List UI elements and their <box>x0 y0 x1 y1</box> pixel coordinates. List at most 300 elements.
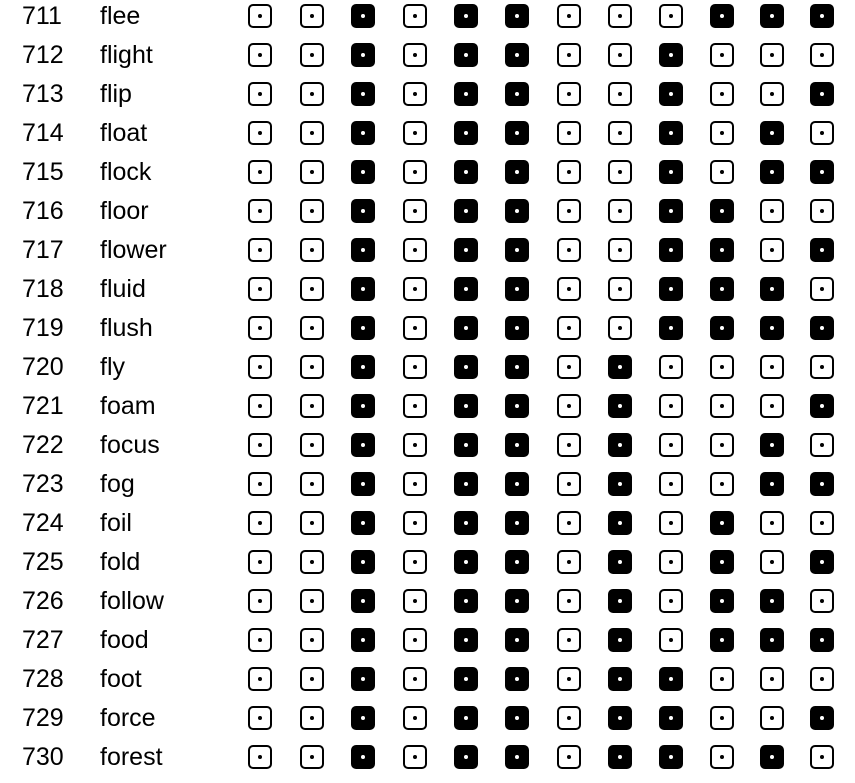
empty-dot-square-icon <box>403 511 427 535</box>
empty-dot-square-icon <box>403 589 427 613</box>
empty-dot-square-icon <box>248 160 272 184</box>
filled-dot-square-icon <box>505 511 529 535</box>
filled-dot-square-icon <box>760 160 784 184</box>
empty-dot-square-icon <box>810 667 834 691</box>
row-number: 725 <box>22 548 64 576</box>
row-word: fly <box>100 353 125 381</box>
row-word: floor <box>100 197 149 225</box>
empty-dot-square-icon <box>659 511 683 535</box>
filled-dot-square-icon <box>659 745 683 769</box>
empty-dot-square-icon <box>300 472 324 496</box>
empty-dot-square-icon <box>608 121 632 145</box>
filled-dot-square-icon <box>810 316 834 340</box>
empty-dot-square-icon <box>403 745 427 769</box>
filled-dot-square-icon <box>454 589 478 613</box>
empty-dot-square-icon <box>810 745 834 769</box>
filled-dot-square-icon <box>351 511 375 535</box>
filled-dot-square-icon <box>659 160 683 184</box>
empty-dot-square-icon <box>403 43 427 67</box>
empty-dot-square-icon <box>403 82 427 106</box>
empty-dot-square-icon <box>760 43 784 67</box>
table-row <box>0 507 855 546</box>
empty-dot-square-icon <box>760 238 784 262</box>
empty-dot-square-icon <box>760 511 784 535</box>
filled-dot-square-icon <box>608 433 632 457</box>
empty-dot-square-icon <box>300 277 324 301</box>
table-row <box>0 429 855 468</box>
filled-dot-square-icon <box>659 316 683 340</box>
empty-dot-square-icon <box>248 82 272 106</box>
empty-dot-square-icon <box>760 355 784 379</box>
filled-dot-square-icon <box>454 745 478 769</box>
filled-dot-square-icon <box>710 316 734 340</box>
filled-dot-square-icon <box>810 4 834 28</box>
filled-dot-square-icon <box>608 745 632 769</box>
empty-dot-square-icon <box>300 394 324 418</box>
empty-dot-square-icon <box>248 394 272 418</box>
filled-dot-square-icon <box>454 82 478 106</box>
empty-dot-square-icon <box>403 667 427 691</box>
empty-dot-square-icon <box>248 511 272 535</box>
row-number: 717 <box>22 236 64 264</box>
filled-dot-square-icon <box>608 589 632 613</box>
empty-dot-square-icon <box>300 706 324 730</box>
empty-dot-square-icon <box>403 433 427 457</box>
row-number: 713 <box>22 80 64 108</box>
empty-dot-square-icon <box>248 4 272 28</box>
filled-dot-square-icon <box>454 511 478 535</box>
filled-dot-square-icon <box>608 394 632 418</box>
row-word: flock <box>100 158 152 186</box>
table-row <box>0 312 855 351</box>
empty-dot-square-icon <box>659 472 683 496</box>
table-row <box>0 39 855 78</box>
empty-dot-square-icon <box>810 589 834 613</box>
empty-dot-square-icon <box>300 238 324 262</box>
empty-dot-square-icon <box>710 745 734 769</box>
empty-dot-square-icon <box>557 43 581 67</box>
filled-dot-square-icon <box>810 238 834 262</box>
filled-dot-square-icon <box>351 121 375 145</box>
table-row <box>0 195 855 234</box>
empty-dot-square-icon <box>248 472 272 496</box>
empty-dot-square-icon <box>300 121 324 145</box>
empty-dot-square-icon <box>300 550 324 574</box>
row-number: 711 <box>22 2 62 30</box>
filled-dot-square-icon <box>659 121 683 145</box>
table-row <box>0 390 855 429</box>
empty-dot-square-icon <box>557 316 581 340</box>
empty-dot-square-icon <box>557 160 581 184</box>
empty-dot-square-icon <box>300 433 324 457</box>
empty-dot-square-icon <box>403 277 427 301</box>
filled-dot-square-icon <box>505 160 529 184</box>
empty-dot-square-icon <box>557 4 581 28</box>
empty-dot-square-icon <box>659 394 683 418</box>
row-word: flee <box>100 2 141 30</box>
filled-dot-square-icon <box>760 589 784 613</box>
row-number: 721 <box>22 392 64 420</box>
empty-dot-square-icon <box>403 121 427 145</box>
empty-dot-square-icon <box>557 628 581 652</box>
table-row <box>0 234 855 273</box>
filled-dot-square-icon <box>505 4 529 28</box>
empty-dot-square-icon <box>557 550 581 574</box>
filled-dot-square-icon <box>659 82 683 106</box>
row-number: 730 <box>22 743 64 771</box>
empty-dot-square-icon <box>810 121 834 145</box>
empty-dot-square-icon <box>557 355 581 379</box>
filled-dot-square-icon <box>351 706 375 730</box>
row-word: fold <box>100 548 141 576</box>
row-word: follow <box>100 587 164 615</box>
empty-dot-square-icon <box>300 589 324 613</box>
filled-dot-square-icon <box>505 706 529 730</box>
row-number: 716 <box>22 197 64 225</box>
empty-dot-square-icon <box>608 316 632 340</box>
filled-dot-square-icon <box>351 589 375 613</box>
table-row <box>0 156 855 195</box>
table-row <box>0 0 855 39</box>
filled-dot-square-icon <box>710 550 734 574</box>
filled-dot-square-icon <box>505 394 529 418</box>
filled-dot-square-icon <box>608 667 632 691</box>
empty-dot-square-icon <box>760 199 784 223</box>
row-word: foil <box>100 509 132 537</box>
row-number: 718 <box>22 275 64 303</box>
filled-dot-square-icon <box>608 550 632 574</box>
filled-dot-square-icon <box>454 628 478 652</box>
empty-dot-square-icon <box>810 433 834 457</box>
empty-dot-square-icon <box>760 394 784 418</box>
filled-dot-square-icon <box>760 4 784 28</box>
row-word: foam <box>100 392 156 420</box>
empty-dot-square-icon <box>760 82 784 106</box>
empty-dot-square-icon <box>300 4 324 28</box>
filled-dot-square-icon <box>351 43 375 67</box>
filled-dot-square-icon <box>351 745 375 769</box>
filled-dot-square-icon <box>760 628 784 652</box>
empty-dot-square-icon <box>710 82 734 106</box>
empty-dot-square-icon <box>403 550 427 574</box>
empty-dot-square-icon <box>248 667 272 691</box>
table-row <box>0 117 855 156</box>
filled-dot-square-icon <box>505 277 529 301</box>
filled-dot-square-icon <box>505 433 529 457</box>
filled-dot-square-icon <box>351 667 375 691</box>
empty-dot-square-icon <box>608 160 632 184</box>
row-word: food <box>100 626 149 654</box>
filled-dot-square-icon <box>454 433 478 457</box>
filled-dot-square-icon <box>505 43 529 67</box>
filled-dot-square-icon <box>505 472 529 496</box>
empty-dot-square-icon <box>608 43 632 67</box>
filled-dot-square-icon <box>454 121 478 145</box>
empty-dot-square-icon <box>659 4 683 28</box>
row-number: 729 <box>22 704 64 732</box>
empty-dot-square-icon <box>248 238 272 262</box>
filled-dot-square-icon <box>760 277 784 301</box>
empty-dot-square-icon <box>248 316 272 340</box>
table-row <box>0 546 855 585</box>
empty-dot-square-icon <box>300 628 324 652</box>
row-word: flush <box>100 314 153 342</box>
filled-dot-square-icon <box>505 121 529 145</box>
filled-dot-square-icon <box>710 199 734 223</box>
empty-dot-square-icon <box>810 511 834 535</box>
filled-dot-square-icon <box>608 355 632 379</box>
empty-dot-square-icon <box>403 355 427 379</box>
empty-dot-square-icon <box>557 199 581 223</box>
empty-dot-square-icon <box>300 745 324 769</box>
empty-dot-square-icon <box>659 550 683 574</box>
filled-dot-square-icon <box>810 160 834 184</box>
table-row <box>0 663 855 702</box>
empty-dot-square-icon <box>300 82 324 106</box>
row-number: 719 <box>22 314 64 342</box>
empty-dot-square-icon <box>248 706 272 730</box>
filled-dot-square-icon <box>454 238 478 262</box>
empty-dot-square-icon <box>557 394 581 418</box>
empty-dot-square-icon <box>710 394 734 418</box>
row-number: 720 <box>22 353 64 381</box>
filled-dot-square-icon <box>351 4 375 28</box>
empty-dot-square-icon <box>300 199 324 223</box>
empty-dot-square-icon <box>710 121 734 145</box>
empty-dot-square-icon <box>557 238 581 262</box>
filled-dot-square-icon <box>351 550 375 574</box>
row-number: 727 <box>22 626 64 654</box>
filled-dot-square-icon <box>659 43 683 67</box>
filled-dot-square-icon <box>659 706 683 730</box>
empty-dot-square-icon <box>557 472 581 496</box>
empty-dot-square-icon <box>810 199 834 223</box>
filled-dot-square-icon <box>810 394 834 418</box>
empty-dot-square-icon <box>300 43 324 67</box>
filled-dot-square-icon <box>659 277 683 301</box>
filled-dot-square-icon <box>454 199 478 223</box>
empty-dot-square-icon <box>248 628 272 652</box>
empty-dot-square-icon <box>810 355 834 379</box>
row-word: flower <box>100 236 167 264</box>
filled-dot-square-icon <box>760 121 784 145</box>
row-number: 715 <box>22 158 64 186</box>
filled-dot-square-icon <box>505 355 529 379</box>
empty-dot-square-icon <box>248 550 272 574</box>
empty-dot-square-icon <box>760 667 784 691</box>
empty-dot-square-icon <box>710 433 734 457</box>
filled-dot-square-icon <box>810 472 834 496</box>
empty-dot-square-icon <box>403 706 427 730</box>
empty-dot-square-icon <box>710 43 734 67</box>
empty-dot-square-icon <box>403 472 427 496</box>
empty-dot-square-icon <box>248 433 272 457</box>
row-word: float <box>100 119 148 147</box>
filled-dot-square-icon <box>454 316 478 340</box>
filled-dot-square-icon <box>505 589 529 613</box>
row-number: 714 <box>22 119 64 147</box>
empty-dot-square-icon <box>810 277 834 301</box>
row-number: 726 <box>22 587 64 615</box>
row-number: 724 <box>22 509 64 537</box>
empty-dot-square-icon <box>659 589 683 613</box>
filled-dot-square-icon <box>351 82 375 106</box>
filled-dot-square-icon <box>760 472 784 496</box>
empty-dot-square-icon <box>248 589 272 613</box>
filled-dot-square-icon <box>454 472 478 496</box>
empty-dot-square-icon <box>659 628 683 652</box>
table-row <box>0 585 855 624</box>
filled-dot-square-icon <box>454 550 478 574</box>
empty-dot-square-icon <box>760 550 784 574</box>
empty-dot-square-icon <box>403 4 427 28</box>
empty-dot-square-icon <box>710 667 734 691</box>
filled-dot-square-icon <box>351 316 375 340</box>
empty-dot-square-icon <box>248 745 272 769</box>
filled-dot-square-icon <box>659 667 683 691</box>
filled-dot-square-icon <box>810 82 834 106</box>
empty-dot-square-icon <box>608 277 632 301</box>
empty-dot-square-icon <box>659 433 683 457</box>
filled-dot-square-icon <box>710 4 734 28</box>
filled-dot-square-icon <box>454 394 478 418</box>
filled-dot-square-icon <box>351 628 375 652</box>
filled-dot-square-icon <box>760 745 784 769</box>
table-row <box>0 702 855 741</box>
empty-dot-square-icon <box>810 43 834 67</box>
row-word: fog <box>100 470 135 498</box>
empty-dot-square-icon <box>403 238 427 262</box>
row-word: fluid <box>100 275 146 303</box>
empty-dot-square-icon <box>403 199 427 223</box>
row-number: 712 <box>22 41 64 69</box>
filled-dot-square-icon <box>659 199 683 223</box>
empty-dot-square-icon <box>248 43 272 67</box>
filled-dot-square-icon <box>505 628 529 652</box>
empty-dot-square-icon <box>557 121 581 145</box>
row-number: 723 <box>22 470 64 498</box>
empty-dot-square-icon <box>710 706 734 730</box>
table-row <box>0 741 855 780</box>
filled-dot-square-icon <box>760 433 784 457</box>
row-word: foot <box>100 665 142 693</box>
filled-dot-square-icon <box>351 160 375 184</box>
filled-dot-square-icon <box>710 238 734 262</box>
filled-dot-square-icon <box>351 238 375 262</box>
row-number: 722 <box>22 431 64 459</box>
filled-dot-square-icon <box>505 238 529 262</box>
empty-dot-square-icon <box>557 82 581 106</box>
empty-dot-square-icon <box>557 589 581 613</box>
filled-dot-square-icon <box>505 316 529 340</box>
filled-dot-square-icon <box>760 316 784 340</box>
filled-dot-square-icon <box>505 199 529 223</box>
empty-dot-square-icon <box>248 355 272 379</box>
table-row <box>0 624 855 663</box>
filled-dot-square-icon <box>454 160 478 184</box>
filled-dot-square-icon <box>351 472 375 496</box>
filled-dot-square-icon <box>454 277 478 301</box>
filled-dot-square-icon <box>608 628 632 652</box>
row-word: flight <box>100 41 153 69</box>
filled-dot-square-icon <box>454 355 478 379</box>
row-word: force <box>100 704 156 732</box>
filled-dot-square-icon <box>608 472 632 496</box>
empty-dot-square-icon <box>557 511 581 535</box>
filled-dot-square-icon <box>710 277 734 301</box>
empty-dot-square-icon <box>710 472 734 496</box>
empty-dot-square-icon <box>557 745 581 769</box>
filled-dot-square-icon <box>505 82 529 106</box>
filled-dot-square-icon <box>351 394 375 418</box>
filled-dot-square-icon <box>710 589 734 613</box>
empty-dot-square-icon <box>608 199 632 223</box>
table-row <box>0 273 855 312</box>
filled-dot-square-icon <box>505 550 529 574</box>
filled-dot-square-icon <box>454 4 478 28</box>
table-row <box>0 78 855 117</box>
table-row <box>0 468 855 507</box>
empty-dot-square-icon <box>608 4 632 28</box>
empty-dot-square-icon <box>710 355 734 379</box>
table-row <box>0 351 855 390</box>
filled-dot-square-icon <box>505 667 529 691</box>
empty-dot-square-icon <box>300 667 324 691</box>
empty-dot-square-icon <box>403 394 427 418</box>
empty-dot-square-icon <box>403 316 427 340</box>
empty-dot-square-icon <box>557 706 581 730</box>
filled-dot-square-icon <box>810 628 834 652</box>
filled-dot-square-icon <box>351 433 375 457</box>
empty-dot-square-icon <box>557 277 581 301</box>
empty-dot-square-icon <box>248 121 272 145</box>
filled-dot-square-icon <box>659 238 683 262</box>
filled-dot-square-icon <box>710 511 734 535</box>
empty-dot-square-icon <box>300 160 324 184</box>
filled-dot-square-icon <box>454 667 478 691</box>
empty-dot-square-icon <box>300 511 324 535</box>
empty-dot-square-icon <box>300 316 324 340</box>
empty-dot-square-icon <box>403 628 427 652</box>
row-word: forest <box>100 743 163 771</box>
filled-dot-square-icon <box>608 706 632 730</box>
filled-dot-square-icon <box>351 199 375 223</box>
empty-dot-square-icon <box>557 433 581 457</box>
empty-dot-square-icon <box>557 667 581 691</box>
empty-dot-square-icon <box>659 355 683 379</box>
filled-dot-square-icon <box>351 355 375 379</box>
empty-dot-square-icon <box>403 160 427 184</box>
row-word: flip <box>100 80 132 108</box>
empty-dot-square-icon <box>760 706 784 730</box>
filled-dot-square-icon <box>454 43 478 67</box>
row-number: 728 <box>22 665 64 693</box>
filled-dot-square-icon <box>351 277 375 301</box>
empty-dot-square-icon <box>710 160 734 184</box>
filled-dot-square-icon <box>454 706 478 730</box>
filled-dot-square-icon <box>810 706 834 730</box>
filled-dot-square-icon <box>710 628 734 652</box>
empty-dot-square-icon <box>300 355 324 379</box>
filled-dot-square-icon <box>505 745 529 769</box>
empty-dot-square-icon <box>608 82 632 106</box>
empty-dot-square-icon <box>248 277 272 301</box>
row-word: focus <box>100 431 160 459</box>
empty-dot-square-icon <box>248 199 272 223</box>
empty-dot-square-icon <box>608 238 632 262</box>
filled-dot-square-icon <box>608 511 632 535</box>
filled-dot-square-icon <box>810 550 834 574</box>
